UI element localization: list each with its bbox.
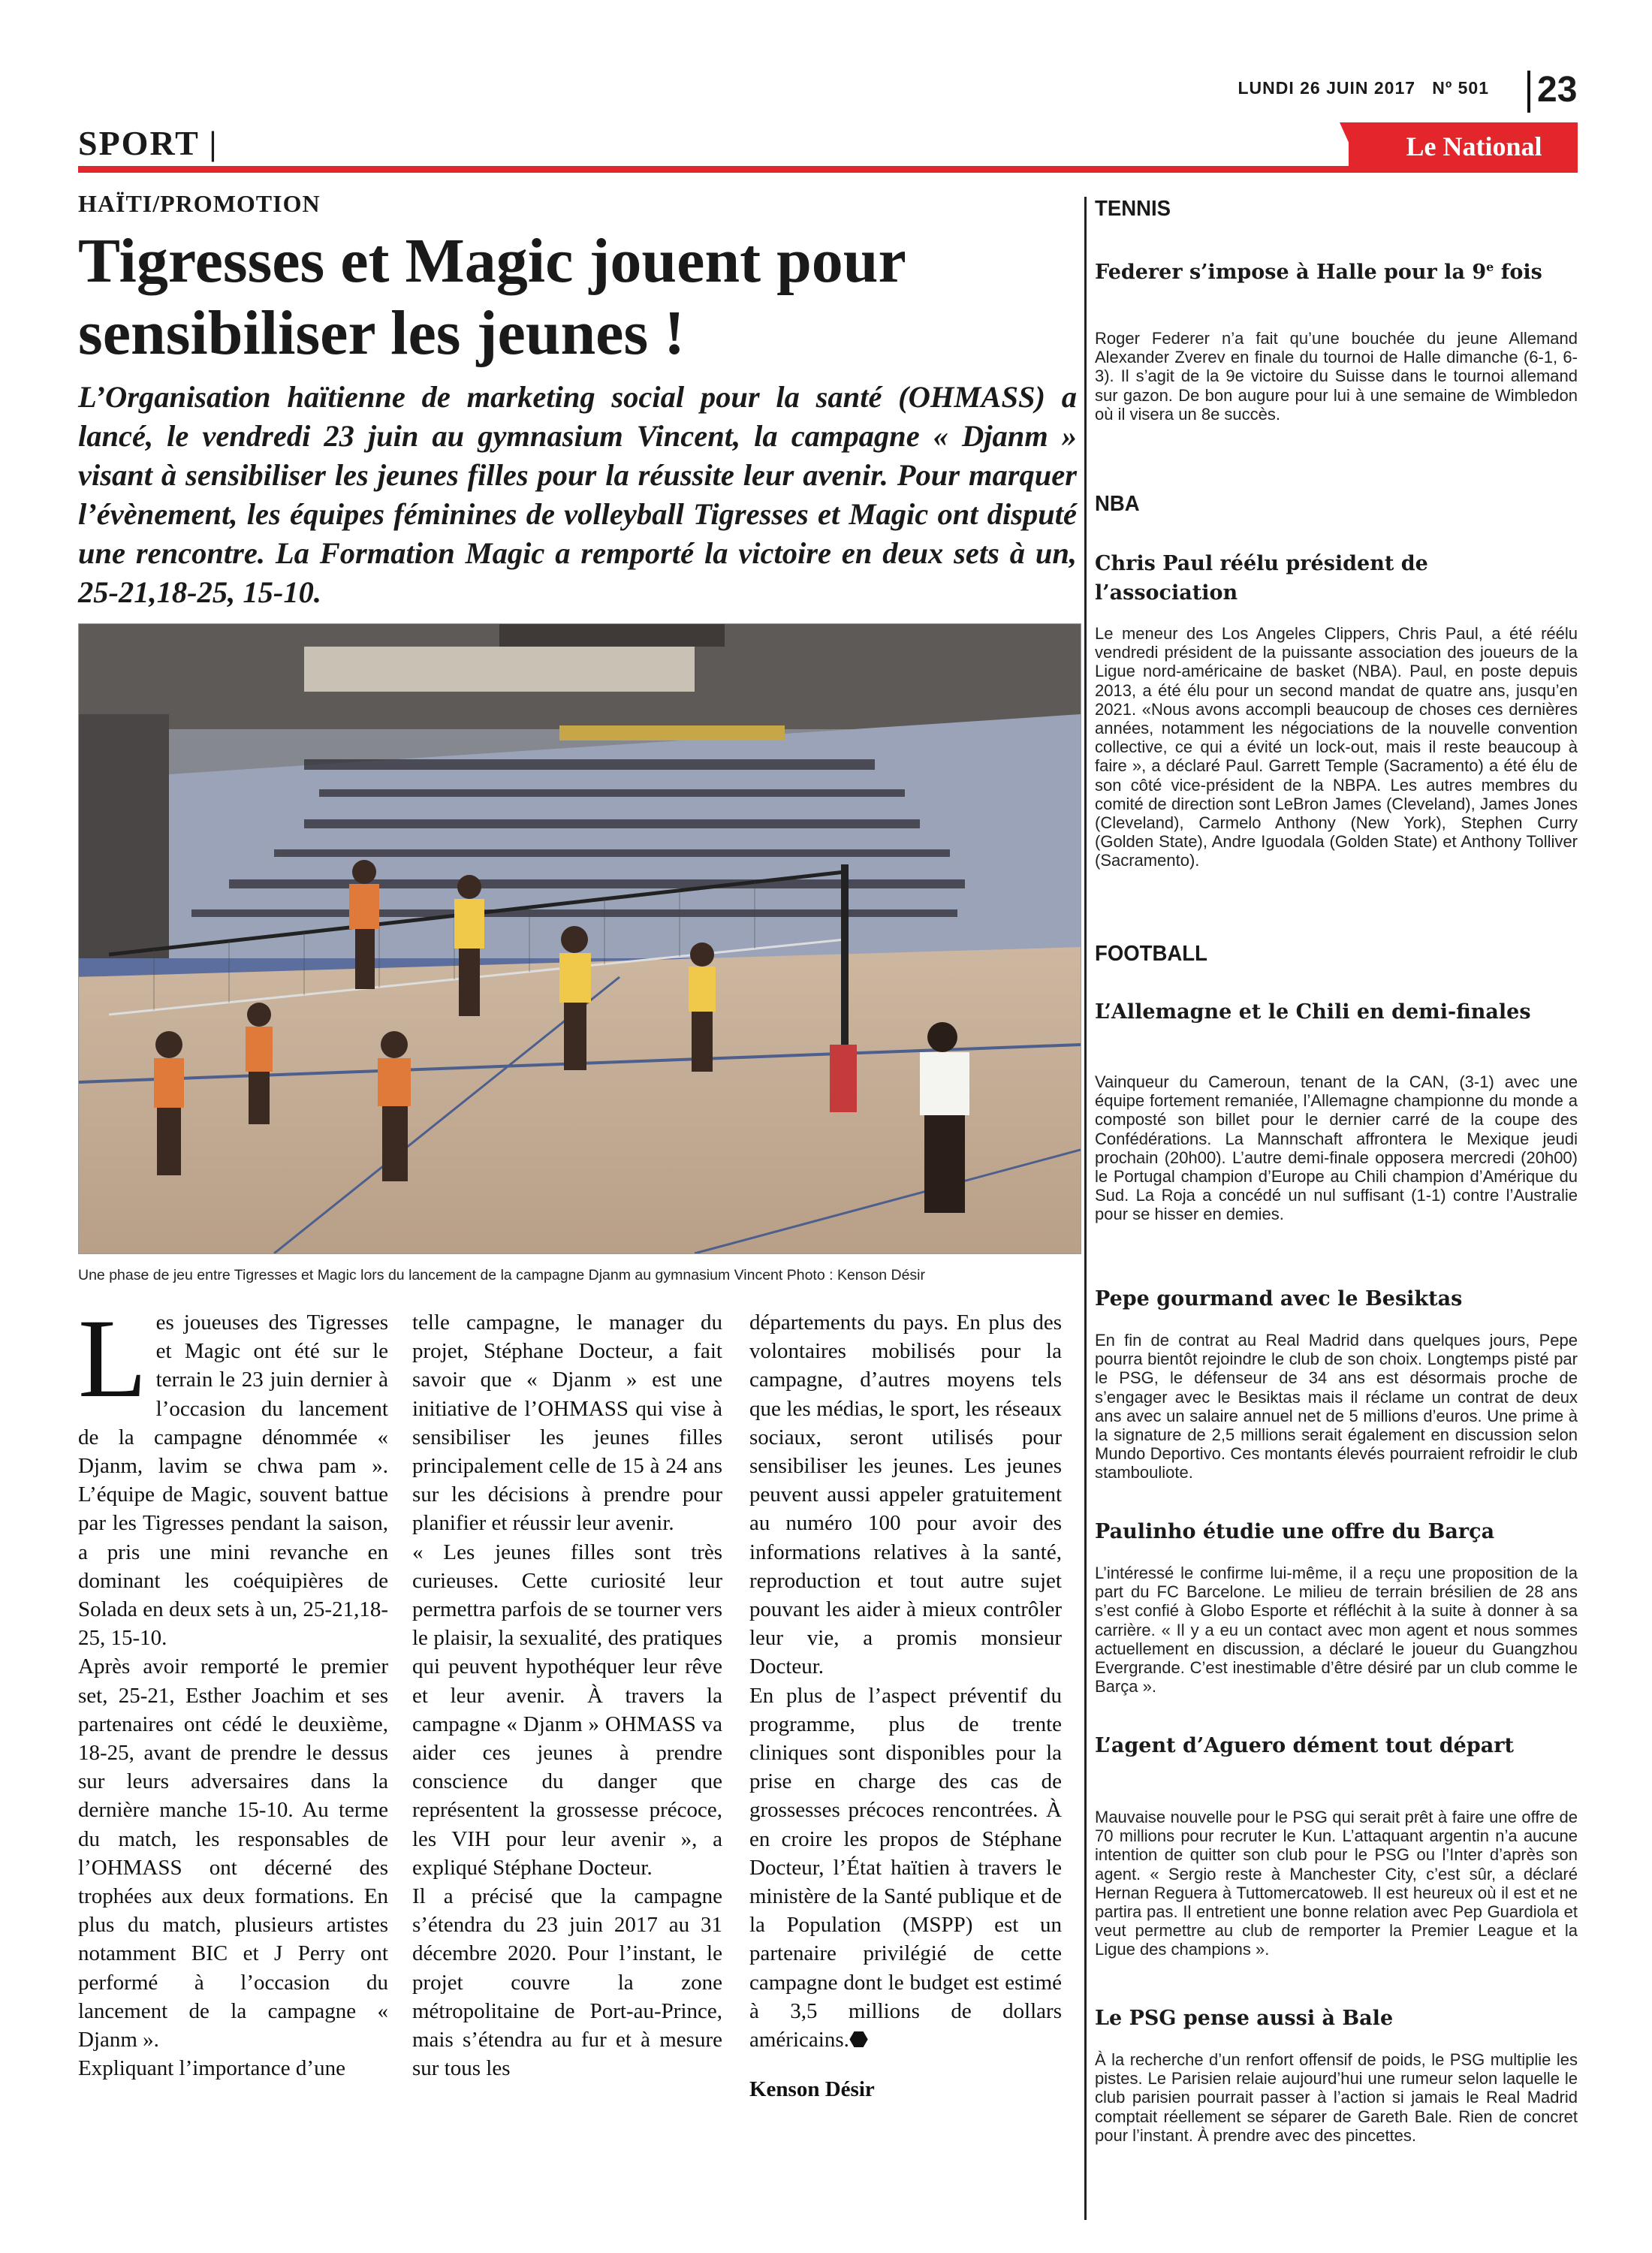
issue-date: LUNDI 26 JUIN 2017 <box>1237 78 1416 98</box>
article-headline: Tigresses et Magic jouent pour sensibiliser les jeunes ! <box>78 226 906 368</box>
brief-title-football: L’agent d’Aguero dément tout départ <box>1095 1734 1514 1757</box>
page-number-divider <box>1527 71 1530 113</box>
brief-body-football: L’intéressé le confirme lui-même, il a reçu une proposition de la part du FC Barcelone. Le milieu de terrain brésilien de 28 ans s’est confié à Globo Esporte et réfléchit à la suite à donner à sa carrière. « Il y a eu un contact avec mon agent et nous sommes actuellement en discussion, a déclaré le joueur du Guangzhou Evergrande. C’est inestimable d’être désiré par un club comme le Barça ». <box>1095 1564 1578 1697</box>
brief-title-football: Pepe gourmand avec le Besiktas <box>1095 1287 1463 1310</box>
section-label: SPORT | <box>78 124 219 162</box>
article-column-1 <box>78 1296 388 2083</box>
volleyball-photo <box>78 623 1081 1254</box>
article-paragraph: départements du pays. En plus des volontaires mobilisés pour la campagne, d’autres moyens tels que les médias, le sport, les réseaux sociaux, seront utilisés pour sensibiliser les jeunes. Les jeunes peuvent aussi appeler gratuitement au numéro 100 pour avoir des informations relatives à la santé, reproduction et tout autre sujet pouvant les aider à mieux contrôler leur vie, a promis monsieur Docteur. <box>749 1310 1062 1679</box>
brief-body-football: Mauvaise nouvelle pour le PSG qui serait prêt à faire une offre de 70 millions pour recruter le Kun. L’attaquant argentin n’a aucune intention de quitter son club pour le PSG ou l’Inter d’après son agent. « Sergio reste à Manchester City, c’est sûr, a déclaré Hernan Reguera à Tuttomercatoweb. Il est heureux où il est et ne partira pas. Il entretient une bonne relation avec Pep Guardiola et veut permettre au club de remporter la Premier League et la Ligue des champions ». <box>1095 1808 1578 1959</box>
brief-title-football: L’Allemagne et le Chili en demi-finales <box>1095 1000 1531 1024</box>
article-paragraph: « Les jeunes filles sont très curieuses. Cette curiosité leur permettra parfois de se tourner vers le plaisir, la sexualité, des pratiques qui peuvent hypothéquer leur rêve et leur avenir. À travers la campagne « Djanm » OHMASS va aider ces jeunes à prendre conscience du danger que représentent la grossesse précoce, les VIH pour leur avenir », a expliqué Stéphane Docteur. <box>412 1540 722 1880</box>
article-lead: L’Organisation haïtienne de marketing social pour la santé (OHMASS) a lancé, le vendredi 23 juin au gymnasium Vincent, la campagne « Djanm » visant à sensibiliser les jeunes filles pour la réussite leur avenir. Pour marquer l’évènement, les équipes féminines de volleyball Tigresses et Magic ont disputé une rencontre. La Formation Magic a remporté la victoire en deux sets à un, 25-21,18-25, 15-10. <box>78 380 1077 609</box>
issue-number: Nº 501 <box>1432 78 1489 98</box>
page-number: 23 <box>1537 70 1578 110</box>
brief-title-nba: Chris Paul réélu président de l’association <box>1095 552 1428 605</box>
brief-body-nba: Le meneur des Los Angeles Clippers, Chris Paul, a été réélu vendredi président de la puissante association des joueurs de la Ligue nord-américaine de basket (NBA). Paul, en poste depuis 2013, a été élu pour un second mandat de quatre ans, jusqu’en 2021. «Nous avons accompli beaucoup de choses ces dernières années, notamment les négociations de la nouvelle convention collective, ce qui a évité un lock-out, mais il reste beaucoup à faire », a déclaré Paul. Garrett Temple (Sacramento) a été élu de son côté vice-président de la NBPA. Les autres membres du comité de direction sont LeBron James (Cleveland), James Jones (Cleveland), Carmelo Anthony (New York), Stephen Curry (Golden State), Andre Iguodala (Golden State) et Anthony Tolliver (Sacramento). <box>1095 624 1578 870</box>
article-byline: Kenson Désir <box>749 2077 875 2102</box>
end-mark-icon: ⬣ <box>849 2028 869 2052</box>
drop-cap: L <box>78 1296 147 1421</box>
article-paragraph-text: En plus de l’aspect préventif du programme, plus de trente cliniques sont disponibles pour la prise en charge des cas de grossesses précoces rencontrées. À en croire les propos de Stéphane Docteur, l’État haïtien à travers le ministère de la Santé publique et de la Population (MSPP) est un partenaire privilégié de cette campagne dont le budget est estimé à 3,5 millions de dollars américains. <box>749 1683 1062 2052</box>
article-kicker: HAÏTI/PROMOTION <box>78 190 321 217</box>
brief-body-football: À la recherche d’un renfort offensif de poids, le PSG multiplie les pistes. Le Parisien relaie aujourd’hui une rumeur selon laquelle le club parisien pourrait passer à l’action si jamais le Real Madrid comptait réellement se séparer de Gareth Bale. Rien de concret pour l’instant. À prendre avec des pincettes. <box>1095 2050 1578 2145</box>
article-paragraph: Expliquant l’importance d’une <box>78 2056 345 2081</box>
brand-name: Le National <box>1406 131 1542 161</box>
volleyball-photo-illustration <box>79 624 1081 1253</box>
brief-title-tennis: Federer s’impose à Halle pour la 9e fois <box>1095 260 1542 284</box>
category-tennis: TENNIS <box>1095 197 1171 221</box>
category-football: FOOTBALL <box>1095 942 1207 966</box>
article-column-2 <box>412 1308 722 2083</box>
brief-body-football: Vainqueur du Cameroun, tenant de la CAN, (3-1) avec une équipe fortement remaniée, l’Allemagne championne du monde a composté son billet pour le dernier carré de la coupe des Confédérations. La Mannschaft affrontera le Mexique jeudi prochain (20h00). L’autre demi-finale opposera mercredi (20h00) le Portugal champion d’Europe au Chili champion d’Amérique du Sud. La Roja a concédé un nul suffisant (1-1) contre l’Australie pour se hisser en demies. <box>1095 1072 1578 1224</box>
article-paragraph <box>749 1681 1062 2055</box>
photo-caption: Une phase de jeu entre Tigresses et Magic lors du lancement de la campagne Djanm au gymnasium Vincent Photo : Kenson Désir <box>78 1267 926 1283</box>
brief-body-football: En fin de contrat au Real Madrid dans quelques jours, Pepe pourra bientôt rejoindre le club de son choix. Longtemps pisté par le PSG, le défenseur de 34 ans est désormais proche de s’engager avec le Besiktas mais il réclame un contrat de deux ans avec un salaire annuel net de 5 millions d’euros. Une prime à la signature de 2,5 millions serait également en discussion selon Mundo Deportivo. Ces montants élevés pourraient refroidir le club stambouliote. <box>1095 1331 1578 1482</box>
category-nba: NBA <box>1095 492 1140 516</box>
article-paragraph: es joueuses des Tigresses et Magic ont été sur le terrain le 23 juin dernier à l’occasion du lancement de la campagne dénommée « Djanm, lavim se chwa pam ». L’équipe de Magic, souvent battue par les Tigresses pendant la saison, a pris une mini revanche en dominant les coéquipières de Solada en deux sets à un, 25-21,18-25, 15-10. <box>78 1310 388 1651</box>
article-paragraph: telle campagne, le manager du projet, Stéphane Docteur, a fait savoir que « Djanm » est une initiative de l’OHMASS qui vise à sensibiliser les jeunes filles principalement celle de 15 à 24 ans sur les décisions à prendre pour planifier et réussir leur avenir. <box>412 1310 722 1536</box>
issue-date-line <box>1237 78 1489 98</box>
sidebar-divider <box>1084 197 1087 2220</box>
brief-title-football: Paulinho étudie une offre du Barça <box>1095 1520 1495 1543</box>
brief-title-football: Le PSG pense aussi à Bale <box>1095 2007 1394 2030</box>
header-rule <box>78 166 1578 173</box>
brief-body-tennis: Roger Federer n’a fait qu’une bouchée du jeune Allemand Alexander Zverev en finale du tournoi de Halle dimanche (6-1, 6-3). Il s’agit de la 9e victoire du Suisse dans le tournoi allemand sur gazon. De bon augure pour lui à une semaine de Wimbledon où il visera un 8e succès. <box>1095 329 1578 424</box>
article-paragraph: Après avoir remporté le premier set, 25-21, Esther Joachim et ses partenaires ont cédé le deuxième, 18-25, avant de prendre le dessus sur leurs adversaires dans la dernière manche 15-10. Au terme du match, les responsables de l’OHMASS ont décerné des trophées aux deux formations. En plus du match, plusieurs artistes notamment BIC et J Perry ont performé à l’occasion du lancement de la campagne « Djanm ». <box>78 1654 388 2052</box>
article-paragraph: Il a précisé que la campagne s’étendra du 23 juin 2017 au 31 décembre 2020. Pour l’instant, le projet couvre la zone métropolitaine de Port-au-Prince, mais s’étendra au fur et à mesure sur tous les <box>412 1884 722 2081</box>
article-column-3 <box>749 1308 1062 2104</box>
